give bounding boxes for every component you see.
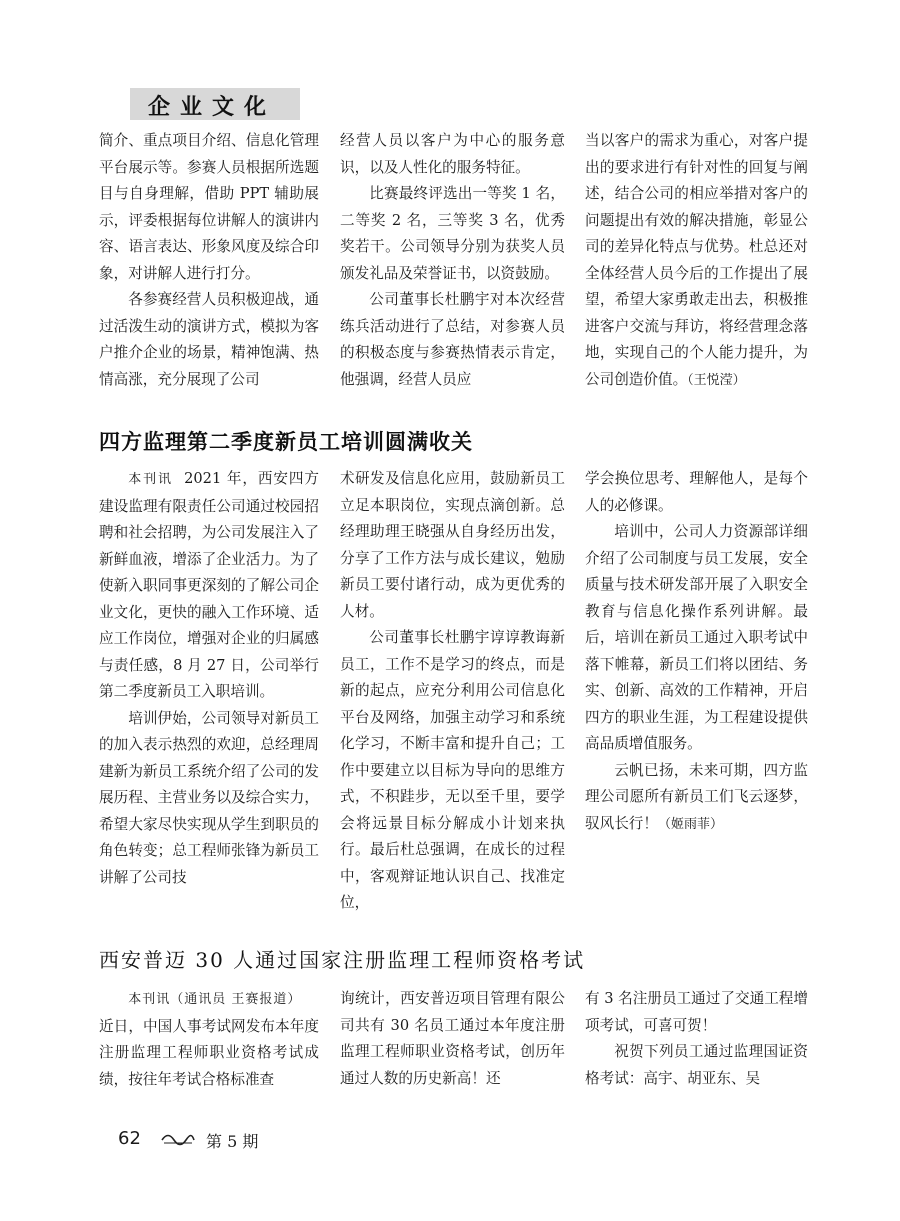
paragraph: 有 3 名注册员工通过了交通工程增项考试，可喜可贺！ [585,990,808,1034]
section-title: 企业文化 [148,95,277,120]
article-headline: 西安普迈 30 人通过国家注册监理工程师资格考试 [99,948,586,972]
article2-column-3 [585,986,808,1092]
author-signature: （姬雨菲） [657,816,723,832]
paragraph: 各参赛经营人员积极迎战，通过活泼生动的演讲方式，模拟为客户推介企业的场景，精神饱满、热情高涨，充分展现了公司 [99,291,319,388]
top-column-2 [340,128,565,393]
top-column-3 [585,128,808,394]
lead-label: 本刊讯 [128,472,173,487]
article2-column-1 [99,986,319,1093]
author-signature: （王悦滢） [687,372,746,388]
top-column-1 [99,128,319,393]
paragraph: 2021 年，西安四方建设监理有限责任公司通过校园招聘和社会招聘，为公司发展注入了新鲜血液，增添了企业活力。为了使新入职同事更深刻的了解公司企业文化，更快的融入工作环境、适应工作岗位，增强对企业的归属感与责任感，8 月 27 日，公司举行第二季度新员工入职培训。 [99,470,319,700]
paragraph: 近日，中国人事考试网发布本年度注册监理工程师职业资格考试成绩，按往年考试合格标准查 [99,1017,319,1088]
article2-column-2 [340,986,565,1092]
paragraph: 培训中，公司人力资源部详细介绍了公司制度与员工发展，安全质量与技术研发部开展了入职安全教育与信息化操作系列讲解。最后，培训在新员工通过入职考试中落下帷幕，新员工们将以团结、务实、创新、高效的工作精神，开启四方的职业生涯，为工程建设提供高品质增值服务。 [585,523,808,752]
paragraph: 经营人员以客户为中心的服务意识，以及人性化的服务特征。 [340,132,565,176]
article-headline: 四方监理第二季度新员工培训圆满收关 [99,430,473,454]
paragraph: 简介、重点项目介绍、信息化管理平台展示等。参赛人员根据所选题目与自身理解，借助 PPT 辅助展示，评委根据每位讲解人的演讲内容、语言表达、形象风度及综合印象，对讲解人进行打分。 [99,132,319,282]
paragraph: 学会换位思考、理解他人，是每个人的必修课。 [585,470,808,514]
issue-label: 第 5 期 [206,1132,259,1151]
paragraph: 询统计，西安普迈项目管理有限公司共有 30 名员工通过本年度注册监理工程师职业资格考试，创历年通过人数的历史新高！还 [340,990,565,1087]
paragraph: 当以客户的需求为重心，对客户提出的要求进行有针对性的回复与阐述，结合公司的相应举措对客户的问题提出有效的解决措施，彰显公司的差异化特点与优势。杜总还对全体经营人员今后的工作提出了展望，希望大家勇敢走出去，积极推进客户交流与拜访，将经营理念落地，实现自己的个人能力提升，为公司创造价值。 [585,132,808,388]
page-number: 62 [118,1128,141,1149]
paragraph: 培训伊始，公司领导对新员工的加入表示热烈的欢迎，总经理周建新为新员工系统介绍了公司的发展历程、主营业务以及综合实力，希望大家尽快实现从学生到职员的角色转变；总工程师张锋为新员工讲解了公司技 [99,709,319,886]
paragraph: 术研发及信息化应用，鼓励新员工立足本职岗位，实现点滴创新。总经理助理王晓强从自身经历出发，分享了工作方法与成长建议，勉励新员工要付诸行动，成为更优秀的人材。 [340,470,565,620]
paragraph: 公司董事长杜鹏宇谆谆教诲新员工，工作不是学习的终点，而是新的起点，应充分利用公司信息化平台及网络，加强主动学习和系统化学习，不断丰富和提升自己；工作中要建立以目标为导向的思维方式，不积跬步，无以至千里，要学会将远景目标分解成小计划来执行。最后杜总强调，在成长的过程中，客观辩证地认识自己、找准定位， [340,629,565,911]
ornament-icon [160,1132,196,1148]
paragraph: 公司董事长杜鹏宇对本次经营练兵活动进行了总结，对参赛人员的积极态度与参赛热情表示肯定，他强调，经营人员应 [340,291,565,388]
paragraph: 比赛最终评选出一等奖 1 名，二等奖 2 名，三等奖 3 名，优秀奖若干。公司领导分别为获奖人员颁发礼品及荣誉证书，以资鼓励。 [340,185,565,282]
article1-column-2 [340,466,565,917]
lead-label: 本刊讯（通讯员 王赛报道） [128,992,302,1007]
paragraph: 祝贺下列员工通过监理国证资格考试：高宇、胡亚东、吴 [585,1043,808,1087]
paragraph: 云帆已扬，未来可期，四方监理公司愿所有新员工们飞云逐梦，驭风长行！ [585,761,808,832]
article1-column-3 [585,466,808,838]
article1-column-1 [99,466,319,891]
